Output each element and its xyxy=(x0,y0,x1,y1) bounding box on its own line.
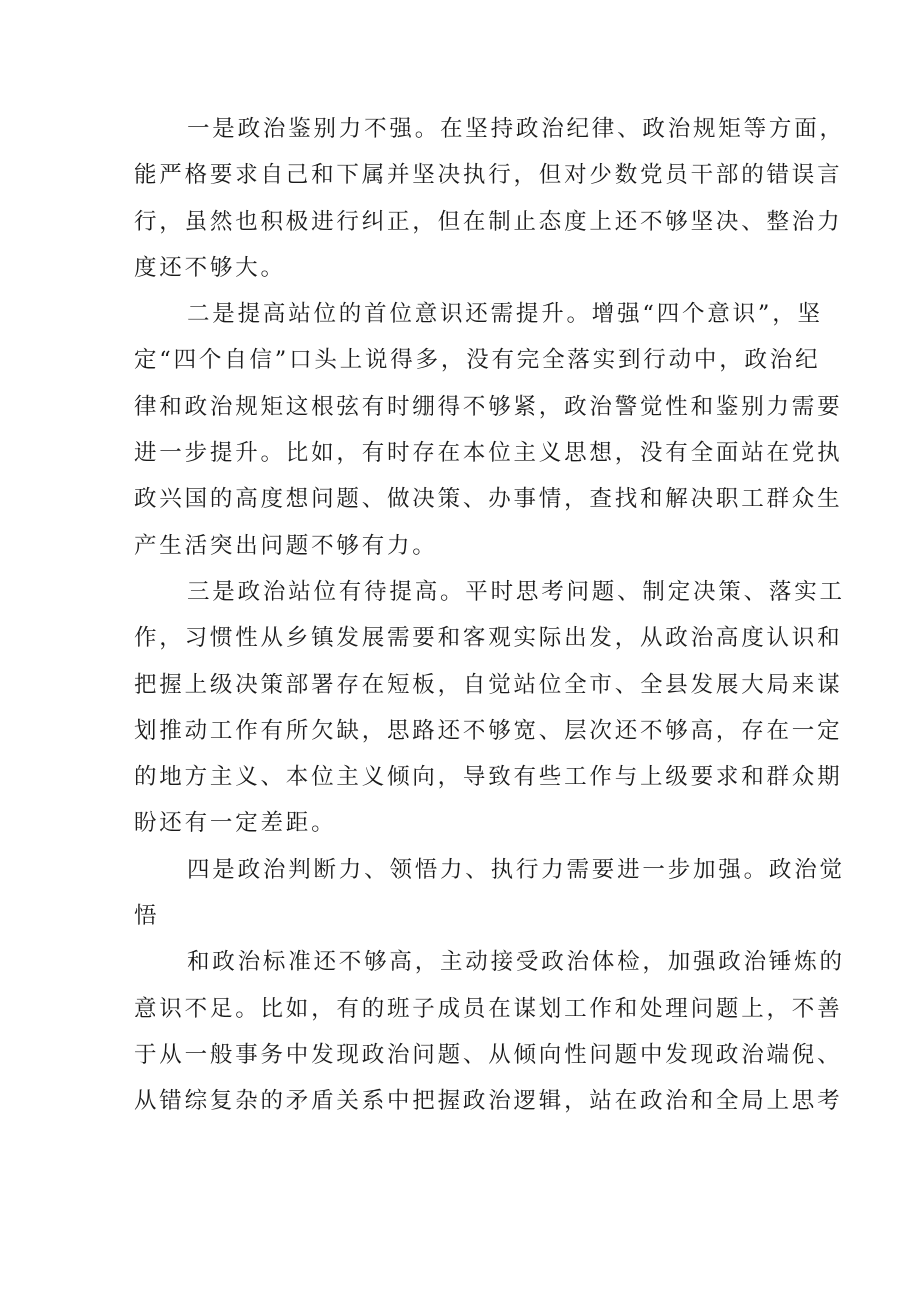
text-line: 定“四个自信”口头上说得多，没有完全落实到行动中，政治纪 xyxy=(134,347,821,374)
text-line: 于从一般事务中发现政治问题、从倾向性问题中发现政治端倪、 xyxy=(134,1041,843,1068)
text-line: 行，虽然也积极进行纠正，但在制止态度上还不够坚决、整治力 xyxy=(134,208,843,235)
text-line: 划推动工作有所欠缺，思路还不够宽、层次还不够高，存在一定 xyxy=(134,717,843,744)
text-line: 度还不够大。 xyxy=(134,254,286,281)
document-body xyxy=(134,106,845,1125)
text-line: 律和政治规矩这根弦有时绷得不够紧，政治警觉性和鉴别力需要 xyxy=(134,393,843,420)
text-line: 作，习惯性从乡镇发展需要和客观实际出发，从政治高度认识和 xyxy=(134,625,843,652)
paragraph-3 xyxy=(134,569,845,847)
text-line: 四是政治判断力、领悟力、执行力需要进一步加强。政治觉 xyxy=(187,856,845,883)
text-line: 把握上级决策部署存在短板，自觉站位全市、全县发展大局来谋 xyxy=(134,671,843,698)
text-line: 能严格要求自己和下属并坚决执行，但对少数党员干部的错误言 xyxy=(134,162,843,189)
text-line: 盼还有一定差距。 xyxy=(134,810,337,837)
paragraph-5 xyxy=(134,939,845,1124)
paragraph-2 xyxy=(134,291,843,569)
paragraph-4 xyxy=(134,847,845,940)
text-line: 政兴国的高度想问题、做决策、办事情，查找和解决职工群众生 xyxy=(134,486,843,513)
text-line: 意识不足。比如，有的班子成员在谋划工作和处理问题上，不善 xyxy=(134,995,843,1022)
text-line: 的地方主义、本位主义倾向，导致有些工作与上级要求和群众期 xyxy=(134,764,843,791)
paragraph-1 xyxy=(134,106,845,291)
text-line: 一是政治鉴别力不强。在坚持政治纪律、政治规矩等方面， xyxy=(187,116,845,142)
text-line: 二是提高站位的首位意识还需提升。增强“四个意识”，坚 xyxy=(187,301,823,328)
text-line: 悟 xyxy=(134,903,160,930)
text-line: 产生活突出问题不够有力。 xyxy=(134,532,438,559)
text-line: 从错综复杂的矛盾关系中把握政治逻辑，站在政治和全局上思考 xyxy=(134,1088,843,1115)
text-line: 和政治标准还不够高，主动接受政治体检，加强政治锤炼的 xyxy=(187,949,845,976)
text-line: 三是政治站位有待提高。平时思考问题、制定决策、落实工 xyxy=(187,578,845,605)
text-line: 进一步提升。比如，有时存在本位主义思想，没有全面站在党执 xyxy=(134,440,843,467)
